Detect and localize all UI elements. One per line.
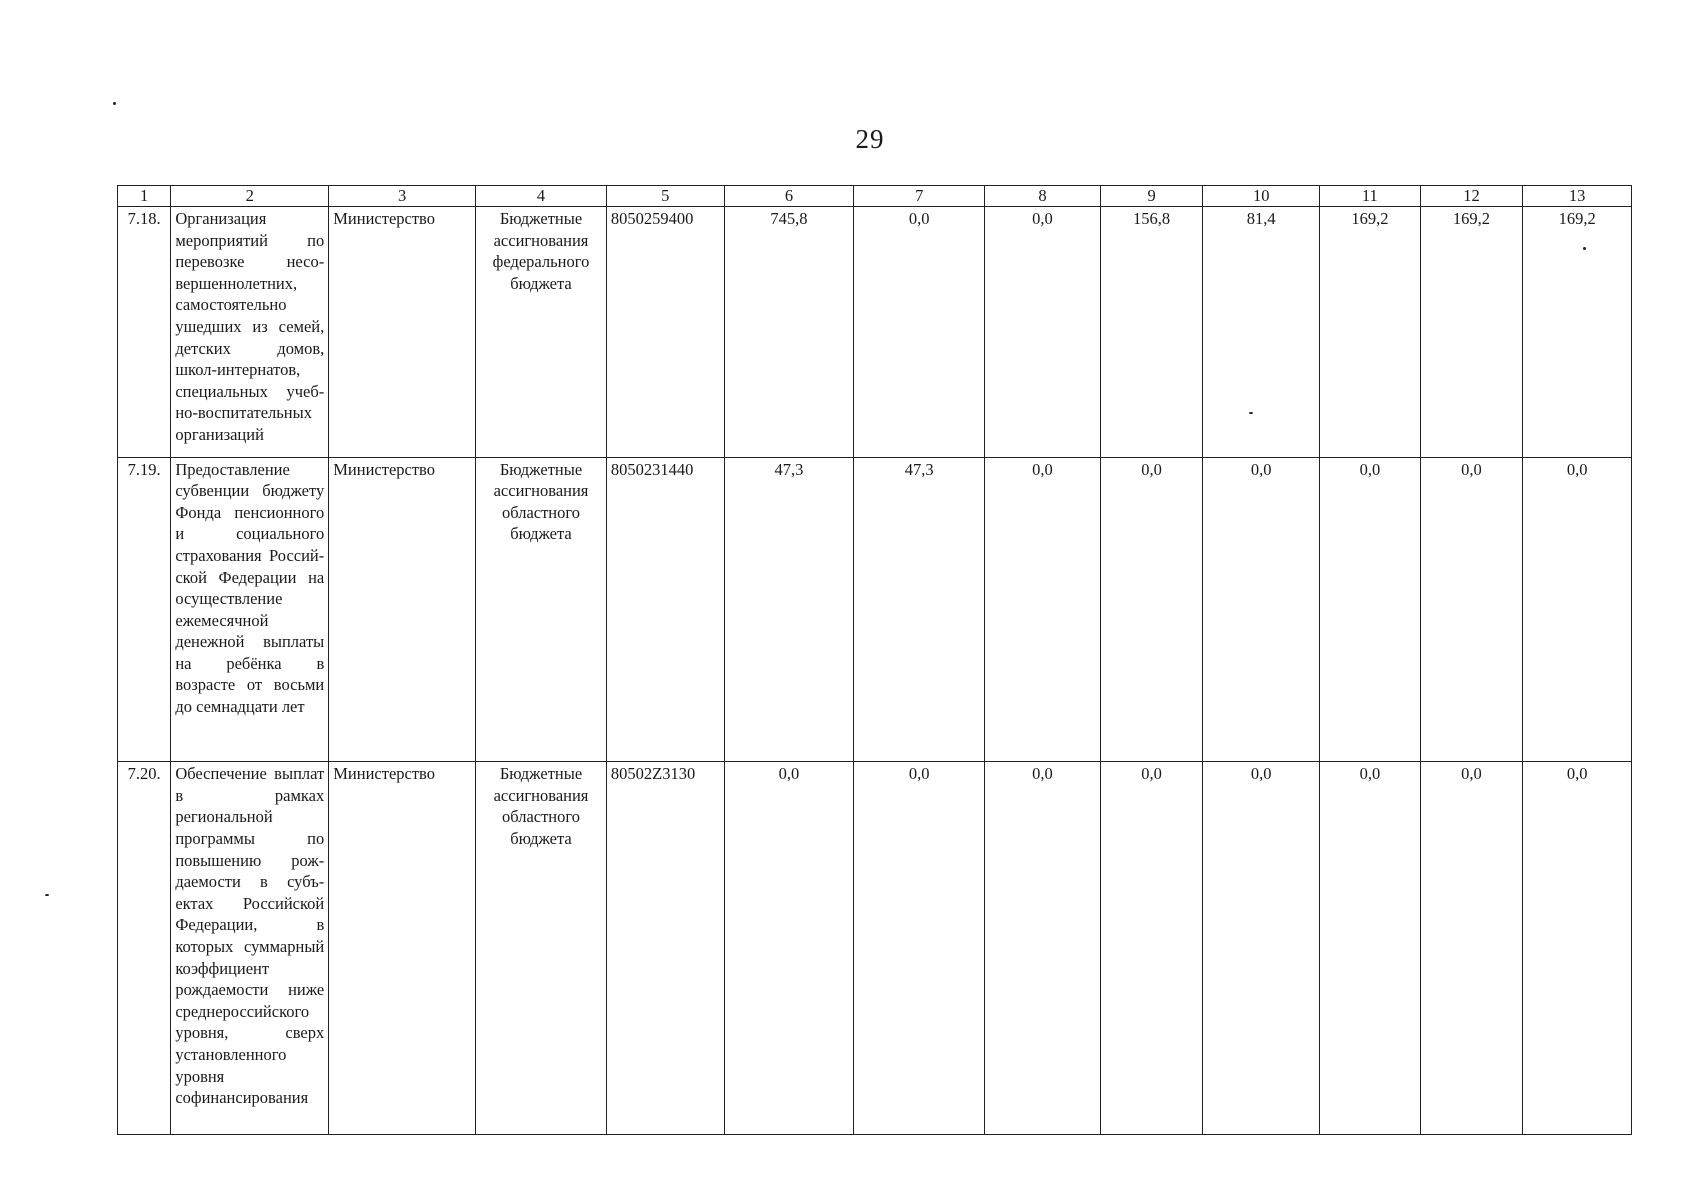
activity-name: Обеспечение выплат в рамках региональной программы по повышению рождаемости в субъектах Российской Федерации, в которых суммарный коэффициент рождаемости ниже среднероссийского уровня, сверх установленного уровня софинансирования [171,762,329,1135]
funding-source: Бюджетные ассигнования федерального бюджета [476,207,607,458]
value-cell: 745,8 [724,207,854,458]
column-number: 10 [1203,186,1320,207]
value-cell: 0,0 [854,762,985,1135]
scan-speck [113,102,116,105]
budget-table [117,185,1632,1135]
column-number: 8 [985,186,1101,207]
column-number: 6 [724,186,854,207]
column-number-row [118,186,1632,207]
row-number: 7.20. [118,762,171,1135]
value-cell: 0,0 [1420,762,1523,1135]
column-number: 5 [606,186,724,207]
value-cell: 0,0 [1203,762,1320,1135]
column-number: 3 [329,186,476,207]
value-cell: 0,0 [1320,457,1421,762]
budget-code: 8050231440 [606,457,724,762]
funding-source: Бюджетные ассигнования областного бюджета [476,762,607,1135]
value-cell: 169,2 [1523,207,1632,458]
value-cell: 169,2 [1420,207,1523,458]
table-row [118,457,1632,762]
value-cell: 0,0 [985,207,1101,458]
page-number: 29 [855,124,885,154]
value-cell: 0,0 [985,762,1101,1135]
responsible-executor: Министерство [329,457,476,762]
row-number: 7.18. [118,207,171,458]
column-number: 7 [854,186,985,207]
value-cell: 0,0 [1100,762,1203,1135]
table-row [118,762,1632,1135]
scan-speck [45,894,49,896]
value-cell: 0,0 [1420,457,1523,762]
value-cell: 0,0 [724,762,854,1135]
column-number: 2 [171,186,329,207]
budget-code: 8050259400 [606,207,724,458]
responsible-executor: Министерство [329,207,476,458]
column-number: 11 [1320,186,1421,207]
row-number: 7.19. [118,457,171,762]
column-number: 1 [118,186,171,207]
value-cell: 81,4 [1203,207,1320,458]
table-row [118,207,1632,458]
value-cell: 0,0 [1203,457,1320,762]
value-cell: 0,0 [1523,457,1632,762]
value-cell: 47,3 [854,457,985,762]
value-cell: 0,0 [1100,457,1203,762]
value-cell: 169,2 [1320,207,1421,458]
value-cell: 0,0 [1523,762,1632,1135]
activity-name: Организация мероприятий по перевозке несовершеннолетних, самостоятельно ушедших из семей, детских домов, школ-интернатов, специальных учебно-воспитательных организаций [171,207,329,458]
value-cell: 0,0 [854,207,985,458]
column-number: 9 [1100,186,1203,207]
responsible-executor: Министерство [329,762,476,1135]
value-cell: 47,3 [724,457,854,762]
budget-code: 80502Z3130 [606,762,724,1135]
column-number: 12 [1420,186,1523,207]
column-number: 13 [1523,186,1632,207]
value-cell: 156,8 [1100,207,1203,458]
value-cell: 0,0 [1320,762,1421,1135]
value-cell: 0,0 [985,457,1101,762]
funding-source: Бюджетные ассигнования областного бюджета [476,457,607,762]
activity-name: Предоставление субвенции бюджету Фонда пенсионного и социального страхования Российской Федерации на осуществление ежемесячной денежной выплаты на ребёнка в возрасте от восьми до семнадцати лет [171,457,329,762]
column-number: 4 [476,186,607,207]
